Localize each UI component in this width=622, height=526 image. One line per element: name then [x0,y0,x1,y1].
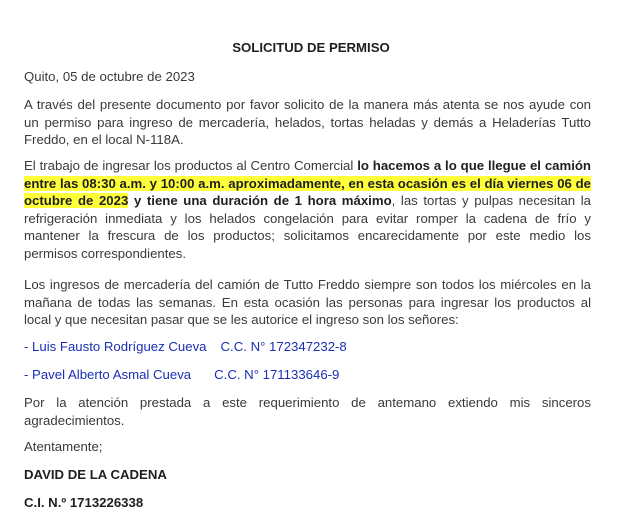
person-id: C.C. N° 172347232-8 [220,339,347,354]
signature-name: DAVID DE LA CADENA [24,467,167,482]
signature-id: C.I. N.º 1713226338 [24,495,144,510]
paragraph-schedule [24,157,591,263]
person-name: - Luis Fausto Rodríguez Cueva [24,339,207,354]
paragraph-deliveries: Los ingresos de mercadería del camión de Tutto Freddo siempre son todos los miércoles en la mañana de todas las semanas. En esta ocasión las personas para ingresar los productos al local y que necesitan pasar que se les autorice el ingreso son los señores: [24,277,591,328]
date-line: Quito, 05 de octubre de 2023 [24,69,195,84]
closing-line: Atentamente; [24,439,103,454]
schedule-text-bold: lo hacemos a lo que llegue el camión [357,158,591,173]
schedule-duration: y tiene una duración de 1 hora máximo [128,193,392,209]
document-title: SOLICITUD DE PERMISO [232,40,390,55]
person-name: - Pavel Alberto Asmal Cueva [24,367,192,382]
person-line-2 [24,366,591,384]
schedule-text-rest: , las tortas y pulpas necesitan la refrigeración inmediata y los helados congelación para evitar romper la cadena de frío y mantener la frescura de los productos; solicitamos encarecidamente por este medio los permisos correspondientes. [24,193,591,261]
paragraph-thanks: Por la atención prestada a este requerimiento de antemano extiendo mis sinceros agradecimientos. [24,395,591,428]
schedule-highlight: entre las 08:30 a.m. y 10:00 a.m. aproximadamente, en esta ocasión es el día viernes 06 de octubre de 2023 [24,175,591,209]
person-id: C.C. N° 171133646-9 [214,367,340,382]
person-line-1 [24,338,591,356]
schedule-text-intro: El trabajo de ingresar los productos al Centro Comercial [24,158,358,173]
paragraph-request: A través del presente documento por favor solicito de la manera más atenta se nos ayude con un permiso para ingreso de mercadería, helados, tortas heladas y demás a Heladerías Tutto Freddo, en el local N-118A. [24,97,591,148]
